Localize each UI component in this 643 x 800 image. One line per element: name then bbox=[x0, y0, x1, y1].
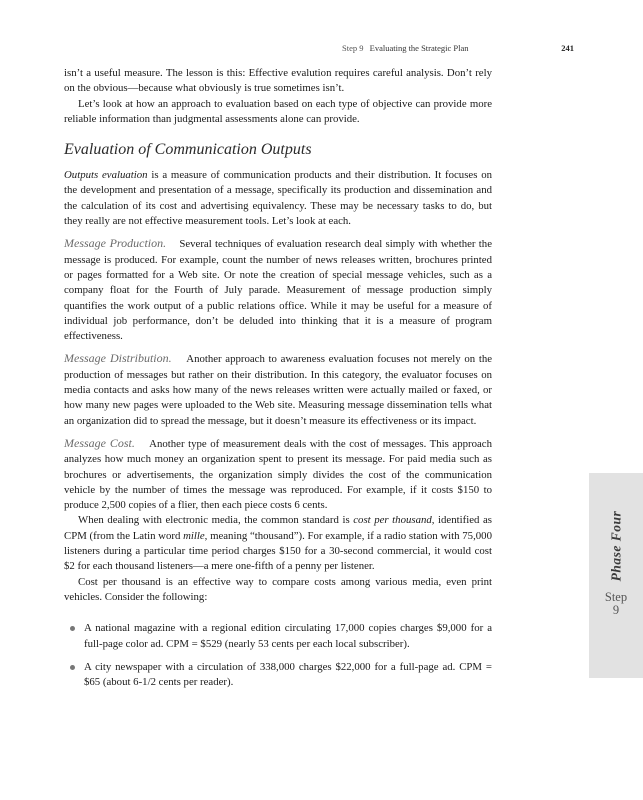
running-header bbox=[342, 43, 574, 53]
distribution-paragraph bbox=[64, 351, 492, 428]
latin-term: mille, bbox=[183, 529, 208, 542]
outputs-text: is a measure of communication products and their distribution. It focuses on the development and presentation of a message, specifically its production and dissemination and the calculation of its cost and advertising equivalency. These may be necessary tasks to do, but they really are not effective measurement tools. Let’s look at each. bbox=[64, 169, 492, 228]
production-heading: Message Production. bbox=[64, 236, 167, 251]
step-number: 9 bbox=[612, 603, 620, 617]
paragraph: Let’s look at how an approach to evaluation based on each type of objective can provide more reliable information than judgmental assessments alone can provide. bbox=[64, 97, 492, 125]
step-label: Step bbox=[604, 590, 628, 604]
bullet-icon bbox=[70, 665, 75, 670]
list-item bbox=[84, 621, 492, 652]
phase-tab bbox=[589, 473, 643, 678]
bullet-list bbox=[64, 621, 492, 690]
body-text bbox=[64, 66, 492, 698]
distribution-text: Another approach to awareness evaluation focuses not merely on the production of messages but rather on their distribution. In this category, the evaluator focuses on media contacts and asks how many of the news releases written were actually mailed or faxed, or how many new pages were uploaded to the Web site. Measuring message dissemination tells what an organization did to spread the message, but it doesn’t measure its effectiveness or its impact. bbox=[64, 353, 493, 427]
paragraph: Cost per thousand is an effective way to compare costs among various media, even print vehicles. Consider the following: bbox=[64, 575, 492, 603]
cpm-term: cost per thousand, bbox=[353, 514, 435, 527]
header-title: Evaluating the Strategic Plan bbox=[369, 43, 469, 53]
cost-paragraph bbox=[64, 436, 492, 513]
production-paragraph bbox=[64, 236, 492, 344]
electronic-text-a: When dealing with electronic media, the common standard is bbox=[78, 514, 354, 527]
list-item-text: A national magazine with a regional edition circulating 17,000 copies charges $9,000 for a full-page color ad. CPM = $529 (nearly 53 cents per each local subscriber). bbox=[84, 622, 492, 650]
outputs-term: Outputs evaluation bbox=[64, 169, 148, 182]
step-marker bbox=[589, 591, 643, 617]
paragraph: isn’t a useful measure. The lesson is this: Effective evalution requires careful analysis. Don’t rely on the obvious—because what obviously is true sometimes isn’t. bbox=[64, 67, 492, 95]
header-step: Step 9 bbox=[342, 43, 364, 53]
cost-heading: Message Cost. bbox=[64, 435, 135, 450]
electronic-text-b: identified as CPM (from the Latin word bbox=[64, 514, 492, 542]
production-text: Several techniques of evaluation research deal simply with whether the message is produced. For example, count the number of news releases written, brochures printed or pages formatted for a Web site. Or note the creation of special message vehicles, such as a company float for the Fourth of July parade. Measurement of message production simply quantifies the work output of a public relations office. While it may be useful for a measure of individual job performance, don’t be deluded into thinking that it is a measure of program effectiveness. bbox=[64, 238, 492, 343]
electronic-text-c: meaning “thousand”). For example, if a radio station with 75,000 listeners during a particular time period charges $150 for a 30-second commercial, it would cost $2 for each thousand listeners—a mere one-fifth of a penny per listener. bbox=[64, 529, 492, 573]
bullet-icon bbox=[70, 626, 75, 631]
cost-text: Another type of measurement deals with the cost of messages. This approach analyzes how much money an organization spent to present its message. For paid media such as brochures or advertisements, the organization simply divides the cost of the communication vehicle by the number of times the message was reproduced. For example, if it costs $150 to produce 2,500 copies of a flier, then each piece costs 6 cents. bbox=[64, 437, 492, 512]
section-heading: Evaluation of Communication Outputs bbox=[64, 141, 312, 159]
outputs-paragraph bbox=[64, 168, 492, 229]
phase-label: Phase Four bbox=[608, 510, 623, 582]
distribution-heading: Message Distribution. bbox=[64, 351, 172, 366]
list-item-text: A city newspaper with a circulation of 338,000 charges $22,000 for a full-page ad. CPM = $65 (about 6-1/2 cents per reader). bbox=[84, 660, 492, 689]
page-number: 241 bbox=[561, 43, 574, 53]
electronic-paragraph bbox=[64, 513, 492, 574]
list-item bbox=[84, 660, 492, 691]
phase-label-wrap bbox=[592, 496, 640, 596]
